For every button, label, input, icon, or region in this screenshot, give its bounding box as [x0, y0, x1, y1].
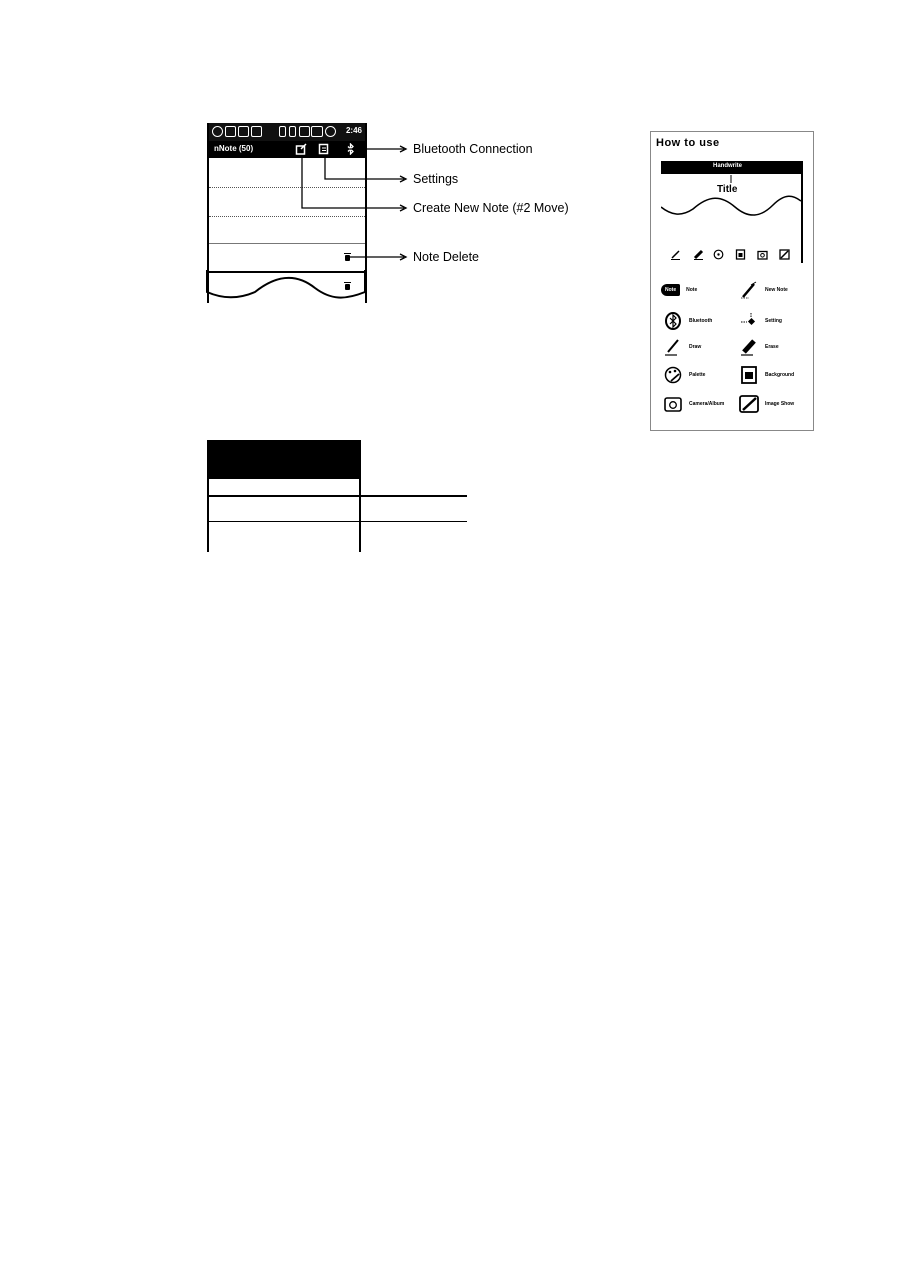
image-show-icon: [779, 249, 790, 260]
legend-note: [661, 284, 697, 296]
bluetooth-icon: [663, 312, 683, 330]
eraser-icon: [739, 338, 759, 356]
legend-label: Erase: [765, 344, 779, 350]
torn-edge: [205, 270, 367, 306]
background-icon: [735, 249, 746, 260]
legend-draw: [663, 338, 701, 356]
image-show-icon: [739, 395, 759, 413]
mini-title-label: Title: [717, 184, 738, 195]
callout-settings: Settings: [413, 172, 459, 186]
legend-label: Draw: [689, 344, 702, 350]
legend-label: Camera/Album: [689, 401, 725, 407]
new-note-icon: [739, 281, 759, 299]
signal-icon: [299, 126, 310, 137]
legend-camera-album: [663, 395, 724, 413]
how-to-use-title: How to use: [656, 137, 720, 149]
bluetooth-status-icon: [279, 126, 286, 137]
setting-icon: [739, 312, 759, 330]
sim-icon: [289, 126, 296, 137]
legend-label: Background: [765, 372, 795, 378]
app-icon: [225, 126, 236, 137]
callout-note-delete: Note Delete: [413, 250, 480, 264]
legend-palette: [663, 366, 705, 384]
legend-image-show: [739, 395, 794, 413]
legend-erase: [739, 338, 779, 356]
app-title: nNote (50): [214, 144, 254, 153]
legend-label: New Note: [765, 287, 788, 293]
eraser-icon: [693, 249, 704, 260]
legend-label: Bluetooth: [689, 318, 713, 324]
palette-icon: [663, 366, 683, 384]
callout-bluetooth-connection: Bluetooth Connection: [413, 142, 533, 156]
note-pill: Note: [661, 284, 680, 296]
battery-icon: [311, 126, 323, 137]
table-border: [207, 521, 467, 522]
mini-title-bar: [661, 161, 803, 174]
legend-label: Setting: [765, 318, 782, 324]
pen-icon: [663, 338, 683, 356]
table-header-cell: [207, 440, 361, 479]
camera-icon: [757, 249, 768, 260]
legend-setting: [739, 312, 782, 330]
legend-label: Note: [686, 287, 698, 293]
legend-label: Image Show: [765, 401, 795, 407]
status-time: 2:46: [345, 126, 362, 135]
legend-new-note: [739, 281, 788, 299]
callout-leaders: [290, 140, 410, 270]
legend-background: [739, 366, 794, 384]
callout-create-new-note: Create New Note (#2 Move): [413, 201, 569, 215]
app-icon: [238, 126, 249, 137]
mini-note-screen: [661, 161, 803, 263]
status-bar: [209, 123, 365, 141]
legend-label: Palette: [689, 372, 706, 378]
app-icon: [251, 126, 262, 137]
mini-wave-and-arrow: [661, 175, 801, 225]
table-border: [207, 495, 467, 497]
camera-icon: [663, 395, 683, 413]
notification-icon: [212, 126, 223, 137]
how-to-use-card: [650, 131, 814, 431]
background-icon: [739, 366, 759, 384]
mini-bar-text: Handwrite: [713, 163, 743, 169]
legend-bluetooth: [663, 312, 712, 330]
pen-icon: [670, 249, 681, 260]
alarm-icon: [325, 126, 336, 137]
palette-icon: [713, 249, 724, 260]
